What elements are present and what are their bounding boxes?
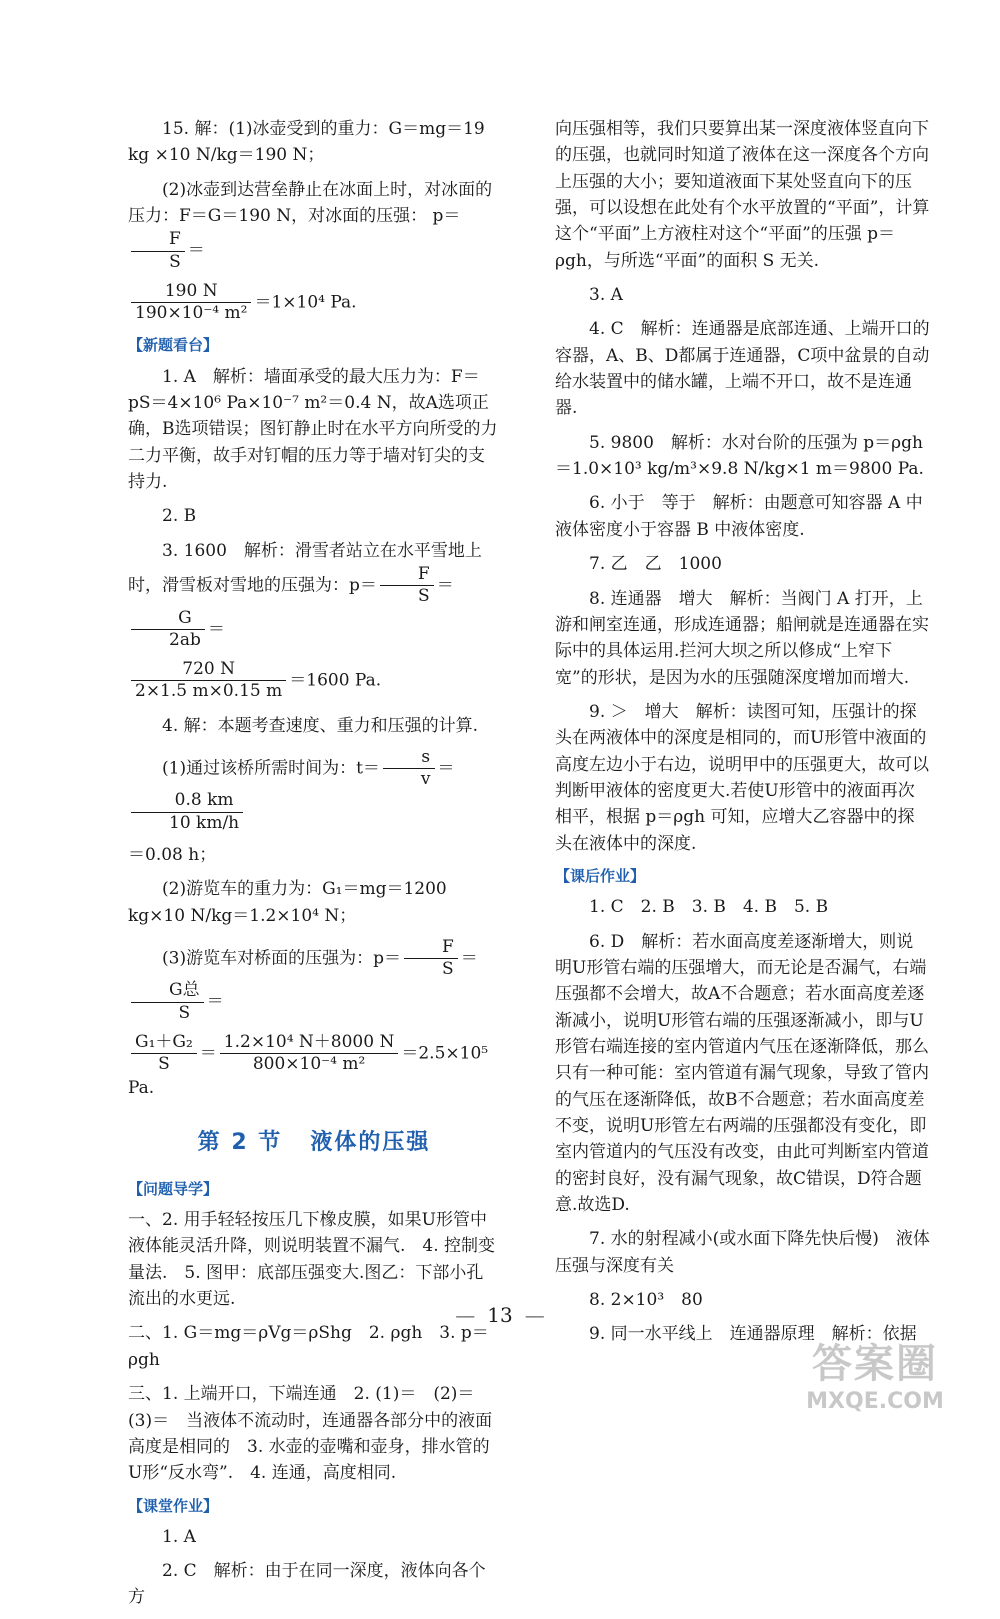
fraction-num: 1.2×10⁴ N＋8000 N xyxy=(220,1032,399,1054)
fraction-num: 720 N xyxy=(131,659,286,681)
ketang-2: 2. C 解析：由于在同一深度，液体向各个方 xyxy=(128,1561,486,1608)
ketang-4: 4. C 解析：连通器是底部连通、上端开口的容器，A、B、D都属于连通器，C项中盆景的自动给水装置中的储水罐，上端不开口，故不是连通器. xyxy=(555,319,930,419)
equals: ＝ xyxy=(207,618,225,639)
section-title xyxy=(128,1126,500,1160)
xinti-4-pressure xyxy=(128,937,500,1024)
fraction-den: 2ab xyxy=(169,629,201,650)
q15-eq1: p＝ xyxy=(432,206,461,227)
xinti-3-result xyxy=(128,659,500,703)
page-number-value: 13 xyxy=(487,1303,513,1327)
dash-left: — xyxy=(455,1303,476,1327)
fraction xyxy=(380,564,434,608)
section-name: 液体的压强 xyxy=(310,1129,431,1155)
fraction-num: F xyxy=(404,937,458,959)
fraction xyxy=(131,659,286,703)
result: ＝2.5×10⁵ Pa. xyxy=(128,1043,489,1099)
fraction-num: F xyxy=(131,229,185,251)
tag-ketang: 【课堂作业】 xyxy=(128,1496,219,1515)
xinti-2: 2. B xyxy=(162,506,197,527)
xinti-4-time-result: ＝0.08 h； xyxy=(128,844,217,865)
wenti-3: 三、1. 上端开口，下端连通 2. (1)＝ (2)＝ (3)＝ 当液体不流动时，连通器各部分中的液面高度是相同的 3. 水壶的壶嘴和壶身，排水管的U形“反水弯”. 4. 连通，高度相同. xyxy=(128,1384,493,1484)
dash-right: — xyxy=(524,1303,545,1327)
kehou-1-5: 1. C 2. B 3. B 4. B 5. B xyxy=(589,897,829,918)
fraction-den: S xyxy=(417,586,430,607)
q15-part1: 15. 解：(1)冰壶受到的重力：G＝mg＝19 kg ×10 N/kg＝190 N； xyxy=(128,119,485,166)
result: ＝1600 Pa. xyxy=(289,670,382,691)
ketang-9: 9. ＞ 增大 解析：读图可知，压强计的探头在两液体中的深度是相同的，而U形管中液面的高度左边小于右边，说明甲中的压强更大，故可以判断甲液体的密度更大.若使U形管中的液面再次相平，根据 p＝ρgh 可知，应增大乙容器中的探头在液体中的深度. xyxy=(555,701,929,854)
watermark-logo xyxy=(790,1340,960,1420)
kehou-8: 8. 2×10³ 80 xyxy=(589,1290,703,1310)
ketang-5: 5. 9800 解析：水对台阶的压强为 p＝ρgh＝1.0×10³ kg/m³×9.8 N/kg×1 m＝9800 Pa. xyxy=(555,432,924,480)
kehou-9: 9. 同一水平线上 连通器原理 解析：依据 xyxy=(589,1324,917,1345)
fraction-den: 2×1.5 m×0.15 m xyxy=(135,681,283,702)
xinti-1: 1. A 解析：墙面承受的最大压力为：F＝pS＝4×10⁶ Pa×10⁻⁷ m²＝0.4 N，故A选项正确，B选项错误；图钉静止时在水平方向所受的力二力平衡，故手对钉帽的压力等于墙对钉尖的支持力. xyxy=(128,366,498,492)
ketang-7: 7. 乙 乙 1000 xyxy=(589,554,722,575)
ketang-6: 6. 小于 等于 解析：由题意可知容器 A 中液体密度小于容器 B 中液体密度. xyxy=(555,493,923,540)
xinti-3 xyxy=(128,538,500,651)
fraction xyxy=(131,790,243,834)
equals: ＝ xyxy=(436,575,454,596)
ketang-1: 1. A xyxy=(162,1526,196,1547)
xinti-4-time xyxy=(128,747,500,834)
xinti-3-text: 3. 1600 解析：滑雪者站立在水平雪地上时，滑雪板对雪地的压强为：p＝ xyxy=(128,540,482,596)
q15-part2-text: (2)冰壶到达营垒静止在冰面上时，对冰面的压力：F＝G＝190 N，对冰面的压强： xyxy=(128,179,493,227)
fraction xyxy=(383,747,435,791)
watermark-line1: 答案圈 xyxy=(812,1341,938,1387)
xinti-4-intro: 4. 解：本题考查速度、重力和压强的计算. xyxy=(162,715,479,736)
text: (1)通过该桥所需时间为：t＝ xyxy=(162,758,380,779)
xinti-4-pressure-result xyxy=(128,1032,500,1102)
tag-wenti: 【问题导学】 xyxy=(128,1179,219,1198)
left-column xyxy=(128,116,500,1619)
ketang-8: 8. 连通器 增大 解析：当阀门 A 打开，上游和闸室连通，形成连通器；船闸就是连通器在实际中的具体运用.拦河大坝之所以修成“上窄下宽”的形状，是因为水的压强随深度增加而增大. xyxy=(555,588,929,688)
q15-part2 xyxy=(128,177,500,273)
fraction-den: S xyxy=(158,1054,170,1075)
fraction-num: 190 N xyxy=(131,281,251,303)
ketang-2-continued: 向压强相等，我们只要算出某一深度液体竖直向下的压强，也就同时知道了液体在这一深度各个方向上压强的大小；要知道液面下某处竖直向下的压强，可以设想在此处有个水平放置的“平面”，计算这个“平面”上方液柱对这个“平面”的压强 p＝ρgh，与所选“平面”的面积 S 无关. xyxy=(555,119,930,271)
fraction-num: F xyxy=(380,564,434,586)
equals: ＝ xyxy=(437,758,455,779)
q15-eq1-tail: ＝ xyxy=(187,240,205,261)
wenti-1: 一、2. 用手轻轻按压几下橡皮膜，如果U形管中液体能灵活升降，则说明装置不漏气. 4. 控制变量法. 5. 图甲：底部压强变大.图乙：下部小孔流出的水更远. xyxy=(128,1210,496,1310)
fraction-den: 10 km/h xyxy=(169,812,240,833)
fraction xyxy=(404,937,458,981)
fraction-den: 800×10⁻⁴ m² xyxy=(252,1054,366,1075)
fraction-den: S xyxy=(169,251,181,272)
q15-result-line xyxy=(128,281,500,325)
kehou-6: 6. D 解析：若水面高度差逐渐增大，则说明U形管右端的压强增大，而无论是否漏气，右端压强都不会增大，故A不合题意；若水面高度差逐渐减小，说明U形管右端的压强逐渐减小，即与U形管右端连接的室内管道内气压在逐渐降低，那么只有一种可能：室内管道有漏气现象，导致了管内的气压在逐渐降低，故B不合题意；若水面高度差不变，说明U形管左右两端的压强都没有变化，即室内管道内的气压没有改变，由此可判断室内管道的密封良好，没有漏气现象，故C错误，D符合题意.故选D. xyxy=(555,931,929,1215)
fraction-den: S xyxy=(442,959,454,980)
wenti-2: 二、1. G＝mg＝ρVg＝ρShg 2. ρgh 3. p＝ρgh xyxy=(128,1323,489,1370)
xinti-4-weight: (2)游览车的重力为：G₁＝mg＝1200 kg×10 N/kg＝1.2×10⁴ N； xyxy=(128,879,447,926)
fraction-den: 190×10⁻⁴ m² xyxy=(135,303,248,324)
fraction-num: s xyxy=(383,747,435,769)
ketang-3: 3. A xyxy=(589,285,623,306)
kehou-7: 7. 水的射程减小(或水面下降先快后慢) 液体压强与深度有关 xyxy=(555,1229,930,1276)
fraction-190n xyxy=(131,281,251,325)
fraction xyxy=(131,608,205,652)
q15-result: ＝1×10⁴ Pa. xyxy=(254,292,357,313)
tag-kehou: 【课后作业】 xyxy=(555,866,646,885)
equals: ＝ xyxy=(460,948,478,969)
fraction xyxy=(220,1032,399,1076)
fraction-den: S xyxy=(178,1002,191,1023)
fraction xyxy=(131,980,204,1024)
fraction-f-over-s xyxy=(131,229,185,273)
fraction-num: G xyxy=(131,608,205,630)
text: (3)游览车对桥面的压强为：p＝ xyxy=(162,948,401,969)
watermark-line2: MXQE.COM xyxy=(806,1389,944,1414)
right-column xyxy=(555,116,930,1356)
tag-xinti: 【新题看台】 xyxy=(128,336,219,355)
fraction-num: G总 xyxy=(131,980,204,1002)
section-number: 第 2 节 xyxy=(197,1129,283,1155)
fraction-den: v xyxy=(420,769,431,790)
fraction-num: G₁＋G₂ xyxy=(131,1032,197,1054)
fraction-num: 0.8 km xyxy=(131,790,243,812)
fraction xyxy=(131,1032,197,1076)
equals: ＝ xyxy=(199,1043,217,1064)
equals: ＝ xyxy=(206,991,224,1012)
page-number xyxy=(0,1300,1000,1331)
